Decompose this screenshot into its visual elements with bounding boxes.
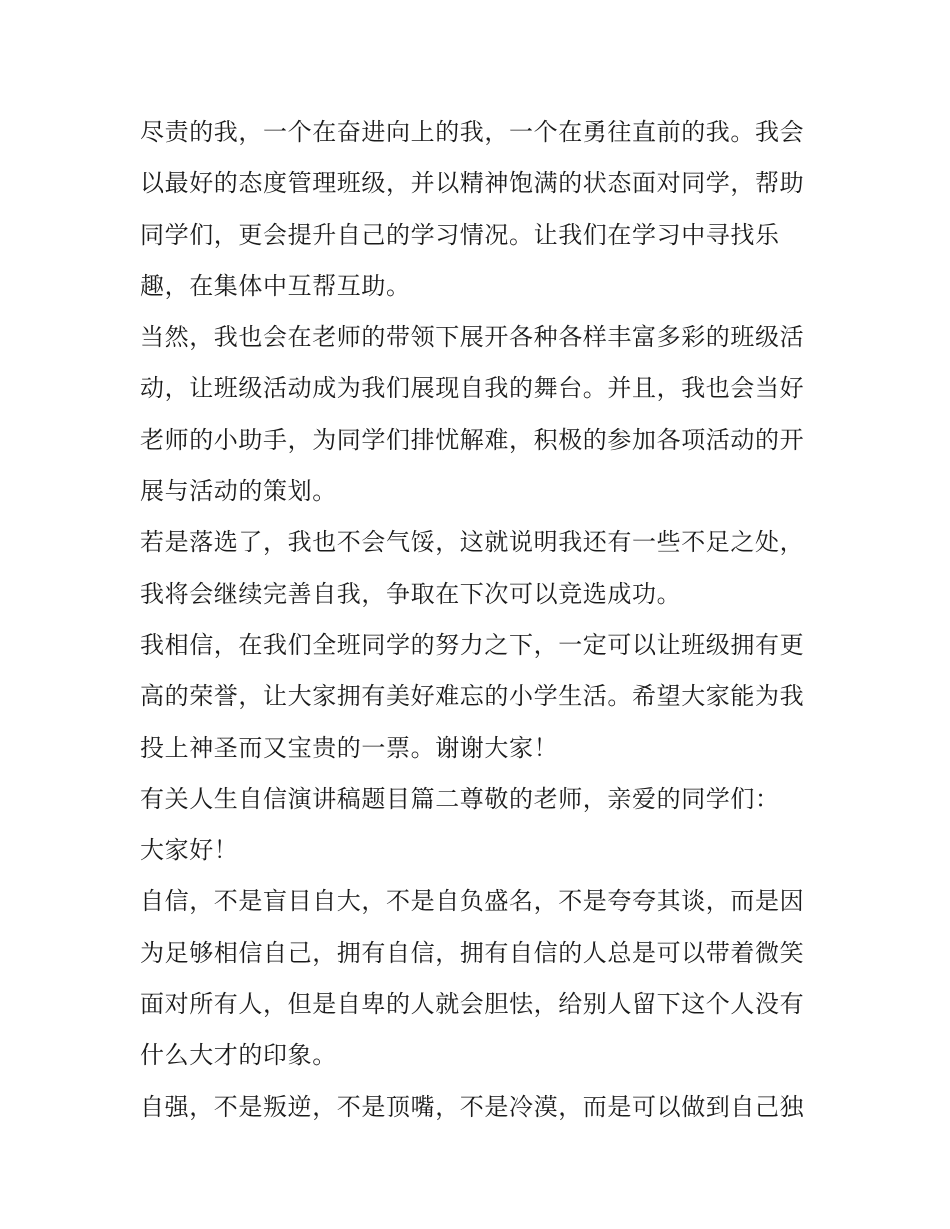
text-line: 为足够相信自己，拥有自信，拥有自信的人总是可以带着微笑 (140, 938, 805, 967)
text-line: 我将会继续完善自我，争取在下次可以竞选成功。 (140, 579, 682, 608)
text-line: 同学们，更会提升自己的学习情况。让我们在学习中寻找乐 (140, 220, 780, 249)
text-line: 我相信，在我们全班同学的努力之下，一定可以让班级拥有更 (140, 630, 805, 659)
text-line: 以最好的态度管理班级，并以精神饱满的状态面对同学，帮助 (140, 169, 805, 198)
text-line: 投上神圣而又宝贵的一票。谢谢大家！ (140, 733, 559, 762)
text-line: 展与活动的策划。 (140, 477, 337, 506)
text-line: 若是落选了，我也不会气馁，这就说明我还有一些不足之处， (140, 528, 805, 557)
document-body (140, 107, 820, 1133)
text-line: 趣，在集体中互帮互助。 (140, 271, 411, 300)
text-line: 什么大才的印象。 (140, 1041, 337, 1070)
greeting-line: 大家好！ (140, 836, 239, 865)
text-line: 自强，不是叛逆，不是顶嘴，不是冷漠，而是可以做到自己独 (140, 1092, 805, 1121)
text-line: 高的荣誉，让大家拥有美好难忘的小学生活。希望大家能为我 (140, 682, 805, 711)
text-line: 老师的小助手，为同学们排忧解难，积极的参加各项活动的开 (140, 425, 805, 454)
text-line: 自信，不是盲目自大，不是自负盛名，不是夸夸其谈，而是因 (140, 887, 805, 916)
text-line: 面对所有人，但是自卑的人就会胆怯，给别人留下这个人没有 (140, 990, 805, 1019)
text-line: 动，让班级活动成为我们展现自我的舞台。并且，我也会当好 (140, 374, 805, 403)
section-heading-line: 有关人生自信演讲稿题目篇二尊敬的老师，亲爱的同学们： (140, 784, 780, 813)
text-line: 当然，我也会在老师的带领下展开各种各样丰富多彩的班级活 (140, 323, 805, 352)
text-line: 尽责的我，一个在奋进向上的我，一个在勇往直前的我。我会 (140, 118, 805, 146)
